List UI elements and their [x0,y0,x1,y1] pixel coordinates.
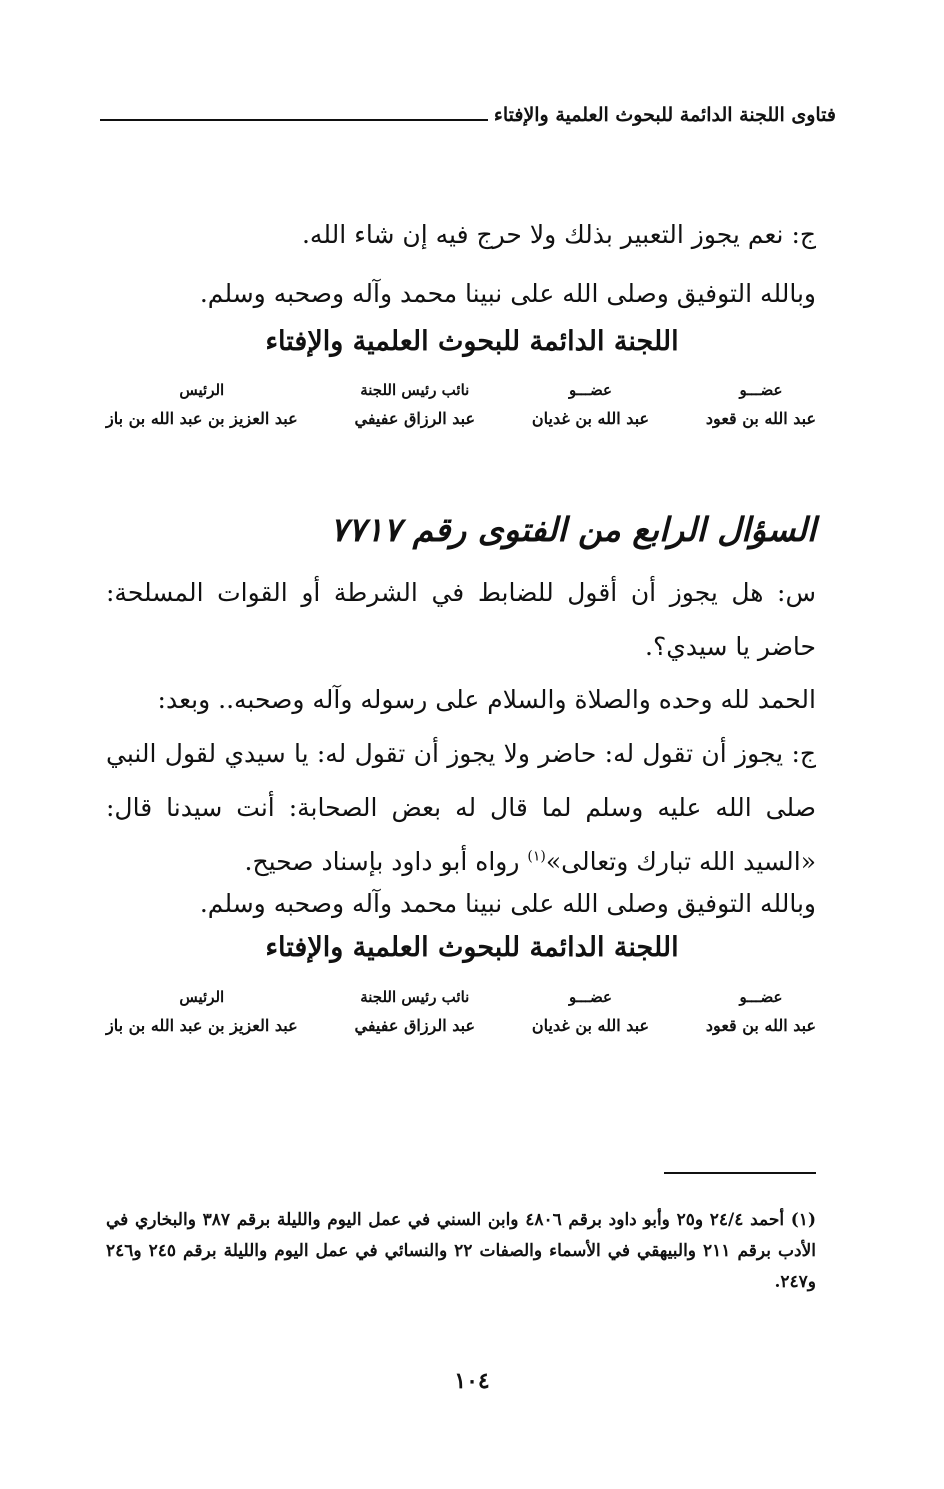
question-paragraph: س: هل يجوز أن أقول للضابط في الشرطة أو القوات المسلحة: حاضر يا سيدي؟. [106,578,816,661]
closing-paragraph-1: وبالله التوفيق وصلى الله على نبينا محمد وآله وصحبه وسلم. [199,279,816,308]
signature-role: عضـــو [569,988,612,1006]
footnote-divider [664,1172,816,1174]
signature-role: عضـــو [569,381,612,399]
running-header [100,104,836,126]
footnote-text: (١) أحمد ٢٤/٤ و٢٥ وأبو داود برقم ٤٨٠٦ وابن السني في عمل اليوم والليلة برقم ٣٨٧ والبخاري في الأدب برقم ٢١١ والبيهقي في الأسماء والصفات ٢٢ والنسائي في عمل اليوم والليلة برقم ٢٤٥ و٢٤٦ و٢٤٧. [106,1210,816,1292]
closing-paragraph-2: وبالله التوفيق وصلى الله على نبينا محمد وآله وصحبه وسلم. [199,889,816,918]
signature-member-2 [532,988,649,1035]
signature-name: عبد الله بن غديان [531,1016,650,1035]
signature-row-2 [106,988,816,1035]
question-heading: السؤال الرابع من الفتوى رقم ٧٧١٧ [330,510,816,549]
answer-text-tail: رواه أبو داود بإسناد صحيح. [244,847,528,876]
signature-role: نائب رئيس اللجنة [360,381,470,399]
signature-name: عبد الرزاق عفيفي [354,409,476,428]
signature-name: عبد الرزاق عفيفي [354,1016,476,1035]
signature-name: عبد العزيز بن عبد الله بن باز [106,409,298,428]
signature-role: عضـــو [739,381,783,399]
answer-paragraph-2 [106,727,816,889]
signature-role: الرئيس [179,381,225,399]
signature-row-1 [106,381,816,428]
signature-chair [106,988,298,1035]
committee-title-1: اللجنة الدائمة للبحوث العلمية والإفتاء [265,326,679,357]
answer-text: ج: يجوز أن تقول له: حاضر ولا يجوز أن تقول له: يا سيدي لقول النبي صلى الله عليه وسلم لما قال له بعض الصحابة: أنت سيدنا قال: «السيد الله تبارك وتعالى» [106,739,816,876]
signature-role: الرئيس [179,988,225,1006]
signature-member-1 [706,381,816,428]
signature-name: عبد الله بن غديان [531,409,650,428]
footnote-reference[interactable]: (١) [527,848,546,865]
signature-name: عبد الله بن قعود [705,409,816,428]
signature-vice-chair [355,988,476,1035]
page-number: ١٠٤ [454,1368,490,1394]
signature-vice-chair [355,381,476,428]
signature-member-1 [706,988,816,1035]
signature-role: عضـــو [739,988,783,1006]
praise-paragraph: الحمد لله وحده والصلاة والسلام على رسوله وآله وصحبه.. وبعد: [157,685,816,714]
signature-role: نائب رئيس اللجنة [360,988,470,1006]
signature-name: عبد الله بن قعود [705,1016,816,1035]
signature-chair [106,381,298,428]
running-header-title: فتاوى اللجنة الدائمة للبحوث العلمية والإفتاء [493,104,836,126]
signature-member-2 [532,381,649,428]
committee-title-2: اللجنة الدائمة للبحوث العلمية والإفتاء [265,932,679,963]
signature-name: عبد العزيز بن عبد الله بن باز [106,1016,298,1035]
answer-paragraph-1: ج: نعم يجوز التعبير بذلك ولا حرج فيه إن شاء الله. [301,220,816,249]
header-rule [100,119,488,121]
